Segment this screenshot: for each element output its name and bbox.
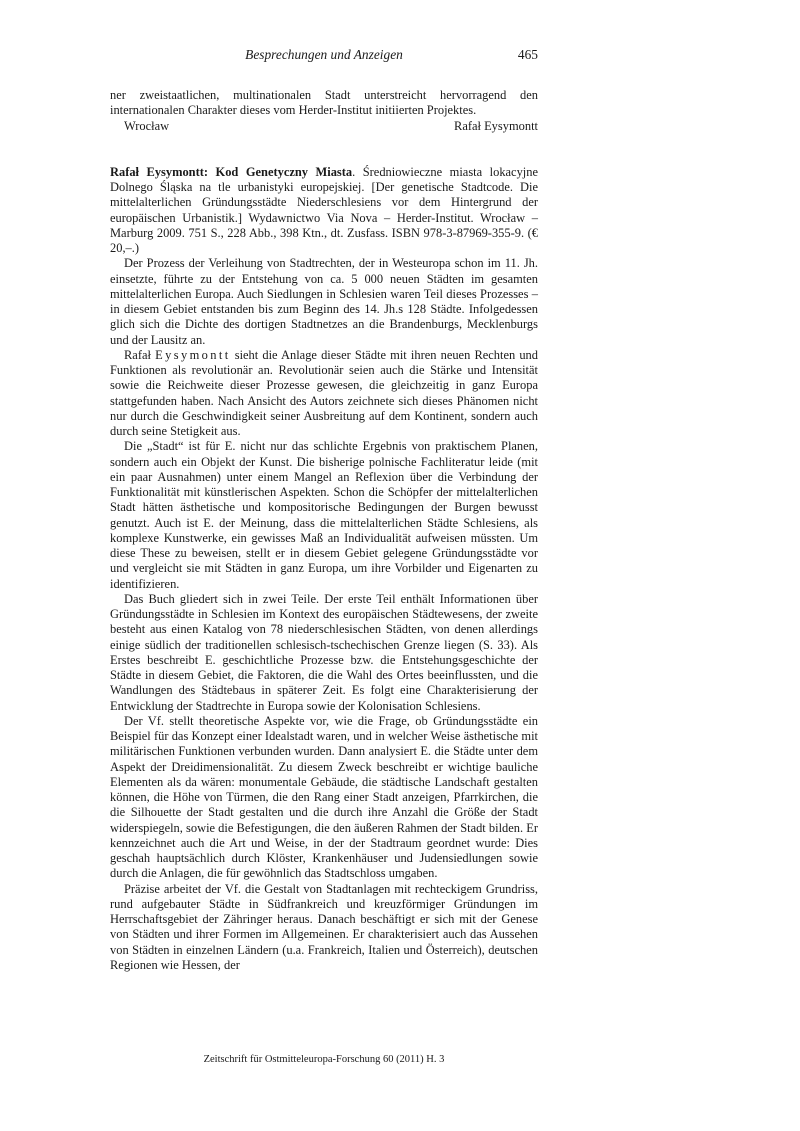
review-paragraph-6: Präzise arbeitet der Vf. die Gestalt von Stadtanlagen mit rechteckigem Grundriss, rund aufgebauter Städte in Südfrankreich und kreuzförmiger Gründungen im Herrschaftsgebiet der Zähringer heraus. Danach beschäftigt er sich mit der Genese von Städten und ihrer Formen im Allgemeinen. Er charakterisiert auch das Aussehen von Städten in einzelnen Ländern (u.a. Frankreich, Italien und Österreich), deutschen Regionen wie Hessen, der bbox=[110, 881, 538, 972]
previous-review-closing-text: ner zweistaatlichen, multinationalen Stadt unterstreicht hervorragend den internationalen Charakter dieses vom Herder-Institut initiierten Projektes. bbox=[110, 88, 538, 118]
review-paragraph-1: Der Prozess der Verleihung von Stadtrechten, der in Westeuropa schon im 11. Jh. einsetzte, führte zu der Entstehung von ca. 5 000 neuen Städten im gesamten mittelalterlichen Europa. Auch Siedlungen in Schlesien waren Teil dieses Prozesses – in diesem Gebiet entstanden bis zum Beginn des 14. Jh.s 128 Städte. Infolgedessen glich sich die Dichte des dortigen Stadtnetzes an die Brandenburgs, Mecklenburgs und der Lausitz an. bbox=[110, 256, 538, 347]
journal-footer: Zeitschrift für Ostmitteleuropa-Forschung 60 (2011) H. 3 bbox=[203, 1054, 445, 1065]
review-author-title: Rafał Eysymontt: Kod Genetyczny Miasta bbox=[110, 164, 353, 179]
p2-lead: Rafał bbox=[124, 347, 156, 362]
review-bibliographic-entry bbox=[110, 165, 538, 257]
review-paragraph-5: Der Vf. stellt theoretische Aspekte vor, wie die Frage, ob Gründungsstädte ein Beispiel für das Konzept einer Idealstadt waren, und in welcher Weise ästhetische mit militärischen Funktionen verbunden wurden. Dann analysiert E. die Städte unter dem Aspekt der Dreidimensionalität. Zu diesem Zweck beschreibt er wichtige bauliche Elementen als da wären: monumentale Gebäude, die städtische Landschaft gestalten können, die Höhe von Türmen, die den Rang einer Stadt anzeigen, Pfarrkirchen, die die Silhouette der Stadt gestalten und die durch ihre Anzahl die Größe der Stadt widerspiegeln, sowie die Befestigungen, die den äußeren Rahmen der Stadt bilden. Er kennzeichnet auch die Art und Weise, in der der Stadtraum geordnet wurde: Dies geschah hauptsächlich durch Klöster, Krankenhäuser und Judensiedlungen sowie durch die Anlagen, die für gewöhnlich das Stadtschloss umgaben. bbox=[110, 713, 538, 881]
page-number: 465 bbox=[517, 47, 538, 62]
review-paragraph-4: Das Buch gliedert sich in zwei Teile. Der erste Teil enthält Informationen über Gründungsstädte in Schlesien im Kontext des europäischen Städtewesens, der zweite besteht aus einen Katalog von 78 niederschlesischen Städten, von denen allerdings einige südlich der traditionellen schlesisch-tschechischen Grenze liegen (S. 33). Als Erstes beschreibt E. geschichtliche Prozesse bzw. die Entstehungsgeschichte der Städte in diesem Gebiet, die Faktoren, die die Wahl des Ortes beeinflussten, und die Wandlungen des Städtebaus in späterer Zeit. Es folgt eine Charakterisierung der Entwicklung der Stadtrechte in Europa sowie der Kolonisation Schlesiens. bbox=[110, 591, 538, 713]
running-title: Besprechungen und Anzeigen bbox=[245, 47, 403, 62]
review-paragraph-3: Die „Stadt“ ist für E. nicht nur das schlichte Ergebnis von praktischem Planen, sondern auch ein Objekt der Kunst. Die bisherige polnische Fachliteratur leide (mit ein paar Ausnahmen) unter einem Mangel an Reflexion über die Verbindung der Funktionalität mit künstlerischen Aspekten. Schon die Schöpfer der mittelalterlichen Stadt hätten ästhetische und kompositorische Bedingungen der Burgen bewusst genutzt. Auch ist E. der Meinung, dass die mittelalterlichen Städte Schlesiens, als komplexe Kunstwerke, ein gewisses Maß an Individualität aufweisen müssten. Um diese These zu beweisen, stellt er in diesem Gebiet gelegene Gründungsstädte vor und vergleicht sie mit Städten in ganz Europa, um ihre Vorbilder und Eigenarten zu identifizieren. bbox=[110, 439, 538, 591]
page-body bbox=[110, 88, 538, 973]
author-name-spaced: Eysymontt bbox=[155, 347, 231, 362]
review-paragraph-2 bbox=[110, 348, 538, 440]
signature-reviewer: Rafał Eysymontt bbox=[454, 118, 538, 133]
previous-review-signature bbox=[110, 119, 538, 134]
running-header bbox=[110, 47, 538, 65]
review-bibliography: . Średniowieczne miasta lokacyjne Dolnego Śląska na tle urbanistyki europejskiej. [Der genetische Stadtcode. Die mittelalterlichen Gründungsstädte Niederschlesiens vor dem Hintergrund der europäischen Urbanistik.] Wydawnictwo Via Nova – Herder-Institut. Wrocław – Marburg 2009. 751 S., 228 Abb., 398 Ktn., dt. Zusfass. ISBN 978-3-87969-355-9. (€ 20,–.) bbox=[110, 164, 538, 255]
signature-place: Wrocław bbox=[124, 118, 170, 133]
p2-rest: sieht die Anlage dieser Städte mit ihren neuen Rechten und Funktionen als revolutionär an. Revolutionär seien auch die Stärke und Intensität sowie die Reichweite dieser Prozesse gewesen, die gleichzeitig in ganz Europa stattgefunden haben. Nach Ansicht des Autors zeichnete sich dieses Phänomen nicht nur durch die Geschwindigkeit seiner Ausbreitung auf dem Kontinent, sondern auch durch seine Stetigkeit aus. bbox=[110, 347, 538, 438]
